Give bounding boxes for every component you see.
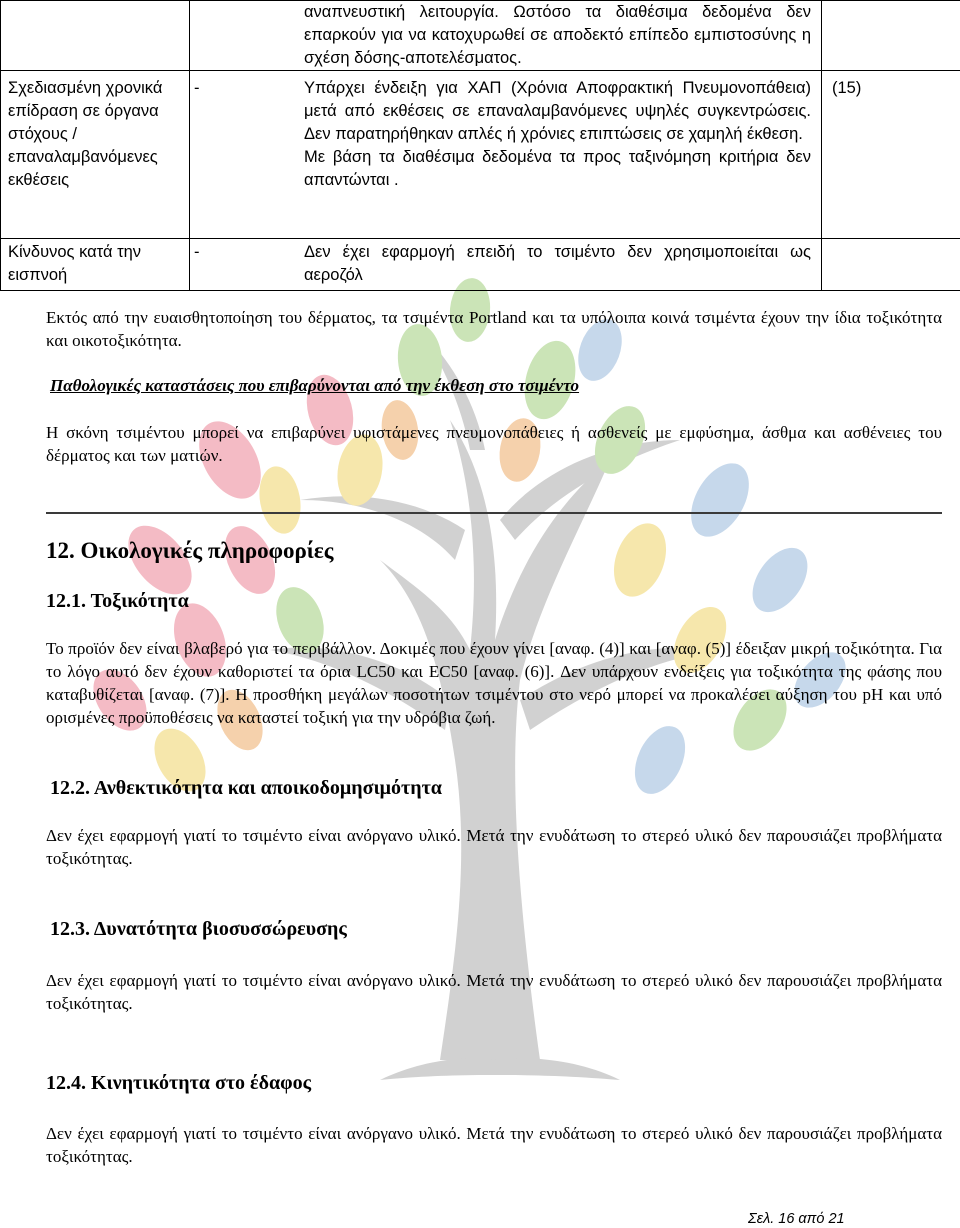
section-12-4-text: Δεν έχει εφαρμογή γιατί το τσιμέντο είναι ανόργανο υλικό. Μετά την ενυδάτωση το στερεό υλικό δεν παρουσιάζει προβλήματα τοξικότητας. bbox=[46, 1124, 942, 1166]
table-row bbox=[1, 239, 960, 291]
hazard-description: αναπνευστική λειτουργία. Ωστόσο τα διαθέσιμα δεδομένα δεν επαρκούν για να κατοχυρωθεί σε αποδεκτό επίπεδο εμπιστοσύνης η σχέση δόσης-αποτελέσματος. bbox=[190, 1, 822, 71]
hazard-ref: (15) bbox=[822, 71, 960, 239]
hazard-description: - Υπάρχει ένδειξη για ΧΑΠ (Χρόνια Αποφρακτική Πνευμονοπάθεια) μετά από εκθέσεις σε επαναλαμβανόμενες υψηλές συγκεντρώσεις. Δεν παρατηρήθηκαν απλές ή χρόνιες επιπτώσεις σε χαμηλή έκθεση. Με βάση τα διαθέσιμα δεδομένα τα προς ταξινόμηση κριτήρια δεν απαντώνται . bbox=[190, 71, 822, 239]
section-12-3-title: 12.3. Δυνατότητα βιοσυσσώρευσης bbox=[50, 918, 347, 940]
section-12-4-title: 12.4. Κινητικότητα στο έδαφος bbox=[46, 1072, 312, 1094]
hazard-mark: - bbox=[194, 79, 200, 97]
aggravated-conditions-text: Η σκόνη τσιμέντου μπορεί να επιβαρύνει υφιστάμενες πνευμονοπάθειες ή ασθενείς με εμφύσημα, άσθμα και ασθένειες του δέρματος και των ματιών. bbox=[46, 423, 942, 465]
hazard-ref bbox=[822, 1, 960, 71]
hazard-ref bbox=[822, 239, 960, 291]
table-row bbox=[1, 1, 960, 71]
table-row bbox=[1, 71, 960, 239]
section-12-2-text: Δεν έχει εφαρμογή γιατί το τσιμέντο είναι ανόργανο υλικό. Μετά την ενυδάτωση το στερεό υλικό δεν παρουσιάζει προβλήματα τοξικότητας. bbox=[46, 826, 942, 868]
section-divider bbox=[46, 512, 942, 514]
sensitization-paragraph: Εκτός από την ευαισθητοποίηση του δέρματος, τα τσιμέντα Portland και τα υπόλοιπα κοινά τσιμέντα έχουν την ίδια τοξικότητα και οικοτοξικότητα. bbox=[46, 308, 942, 350]
page-number: Σελ. 16 από 21 bbox=[748, 1211, 845, 1227]
section-12-2-title: 12.2. Ανθεκτικότητα και αποικοδομησιμότητα bbox=[50, 777, 442, 799]
hazard-table bbox=[0, 0, 960, 291]
hazard-mark: - bbox=[194, 243, 200, 261]
hazard-mark bbox=[194, 1, 304, 70]
section-12-1-text: Το προϊόν δεν είναι βλαβερό για το περιβάλλον. Δοκιμές που έχουν γίνει [αναφ. (4)] και [αναφ. (5)] έδειξαν μικρή τοξικότητα. Για το λόγο αυτό δεν έχουν καθοριστεί τα όρια LC50 και EC50 [αναφ. (6)]. Δεν υπάρχουν ενδείξεις για τοξικότητα της φάσης που καταβυθίζεται [αναφ. (7)]. Η προσθήκη μεγάλων ποσοτήτων τσιμέντου στο νερό μπορεί να προκαλέσει αύξηση του pH και υπό ορισμένες προϋποθέσεις να καταστεί τοξική για την υδρόβια ζωή. bbox=[46, 639, 942, 727]
section-12-1-title: 12.1. Τοξικότητα bbox=[46, 590, 189, 612]
section-12-3-text: Δεν έχει εφαρμογή γιατί το τσιμέντο είναι ανόργανο υλικό. Μετά την ενυδάτωση το στερεό υλικό δεν παρουσιάζει προβλήματα τοξικότητας. bbox=[46, 971, 942, 1013]
aggravated-conditions-heading: Παθολογικές καταστάσεις που επιβαρύνονται από την έκθεση στο τσιμέντο bbox=[50, 376, 580, 395]
hazard-label: Σχεδιασμένη χρονικά επίδραση σε όργανα στόχους / επαναλαμβανόμενες εκθέσεις bbox=[1, 71, 190, 239]
section-12-title: 12. Οικολογικές πληροφορίες bbox=[46, 538, 334, 563]
hazard-label bbox=[1, 1, 190, 71]
hazard-label: Κίνδυνος κατά την εισπνοή bbox=[1, 239, 190, 291]
hazard-description: - Δεν έχει εφαρμογή επειδή το τσιμέντο δεν χρησιμοποιείται ως αεροζόλ bbox=[190, 239, 822, 291]
